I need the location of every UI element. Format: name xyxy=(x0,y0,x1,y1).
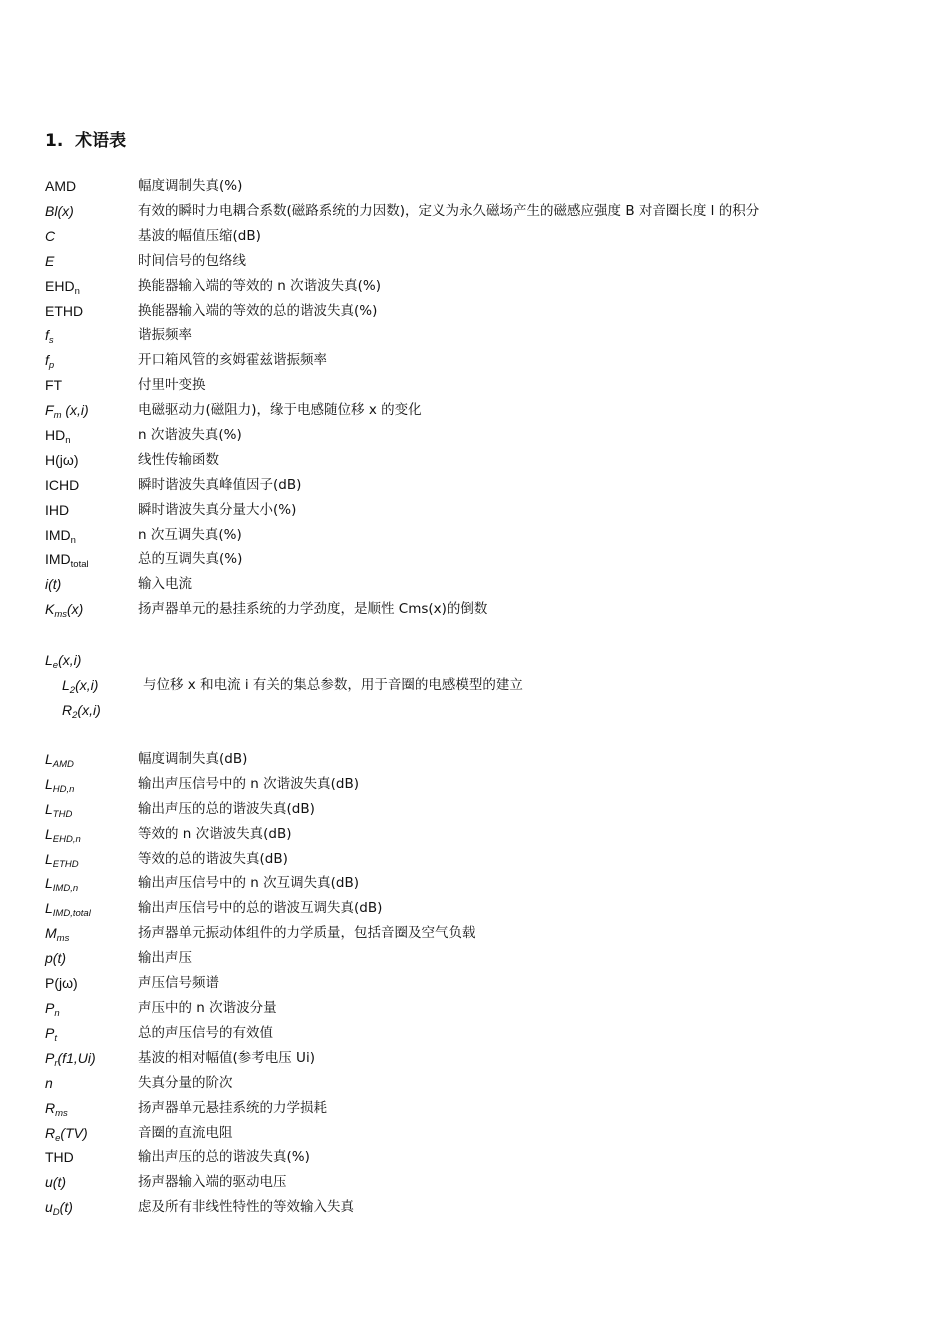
glossary-row xyxy=(45,848,925,870)
term-subscript: ETHD xyxy=(52,859,79,870)
glossary-row xyxy=(45,250,925,272)
term-symbol: H(jω) xyxy=(45,452,79,468)
term-subscript: D xyxy=(52,1207,60,1218)
glossary-row xyxy=(45,225,925,247)
glossary-row xyxy=(45,972,925,994)
glossary-row xyxy=(45,947,925,969)
glossary-row xyxy=(45,699,925,721)
glossary-definition: 付里叶变换 xyxy=(138,377,206,393)
glossary-term xyxy=(45,748,74,770)
term-symbol: E xyxy=(45,253,55,269)
term-symbol: L xyxy=(62,677,70,693)
term-arguments: (x,i) xyxy=(77,702,101,718)
term-symbol: i(t) xyxy=(45,576,62,592)
glossary-definition: 输出声压 xyxy=(138,950,192,966)
glossary-term xyxy=(45,1122,88,1144)
term-symbol: L xyxy=(45,826,53,842)
term-subscript: IMD,total xyxy=(52,908,91,919)
glossary-definition: 等效的 n 次谐波失真(dB) xyxy=(138,826,292,842)
term-arguments: (x,i) xyxy=(61,402,89,418)
term-symbol: L xyxy=(45,875,53,891)
glossary-definition: 开口箱风管的亥姆霍兹谐振频率 xyxy=(138,352,327,368)
glossary-definition: 换能器输入端的等效的 n 次谐波失真(%) xyxy=(138,278,381,294)
term-symbol: L xyxy=(45,751,53,767)
glossary-definition: 总的声压信号的有效值 xyxy=(138,1025,273,1041)
term-subscript: e xyxy=(52,660,59,671)
glossary-row xyxy=(45,1097,925,1119)
glossary-row xyxy=(45,773,925,795)
glossary-term xyxy=(45,1171,66,1193)
glossary-term xyxy=(45,324,54,346)
glossary-definition: 线性传输函数 xyxy=(138,452,219,468)
term-symbol: M xyxy=(45,925,57,941)
term-symbol: p(t) xyxy=(45,950,66,966)
glossary-row xyxy=(45,399,925,421)
term-symbol: R xyxy=(45,1125,56,1141)
glossary-row xyxy=(45,324,925,346)
glossary-row xyxy=(45,499,925,521)
glossary-term xyxy=(45,1146,74,1168)
term-symbol: L xyxy=(45,801,53,817)
glossary-term xyxy=(45,524,76,546)
glossary-term xyxy=(45,897,91,919)
term-arguments: (t) xyxy=(59,1199,73,1215)
glossary-definition: 输出声压信号中的 n 次谐波失真(dB) xyxy=(138,776,360,792)
term-subscript: t xyxy=(54,1033,57,1044)
term-subscript: s xyxy=(48,335,54,346)
glossary-row xyxy=(45,598,925,620)
glossary-definition: 虑及所有非线性特性的等效输入失真 xyxy=(138,1199,354,1215)
term-symbol: C xyxy=(45,228,56,244)
glossary-definition: 换能器输入端的等效的总的谐波失真(%) xyxy=(138,303,378,319)
glossary-term xyxy=(45,997,60,1019)
term-symbol: ETHD xyxy=(45,303,84,319)
glossary-row xyxy=(45,649,925,671)
glossary-definition: 音圈的直流电阻 xyxy=(138,1125,233,1141)
term-subscript: AMD xyxy=(52,759,74,770)
glossary-row xyxy=(45,1196,925,1218)
term-subscript: total xyxy=(70,559,89,570)
glossary-definition: 瞬时谐波失真峰值因子(dB) xyxy=(138,477,302,493)
term-symbol: AMD xyxy=(45,178,77,194)
glossary-row xyxy=(45,1047,925,1069)
term-symbol: IMD xyxy=(45,527,71,543)
glossary-term xyxy=(45,972,78,994)
glossary-definition: 输出声压信号中的 n 次互调失真(dB) xyxy=(138,875,360,891)
glossary-definition: 与位移 x 和电流 i 有关的集总参数，用于音圈的电感模型的建立 xyxy=(143,677,523,693)
term-arguments: (x) xyxy=(67,601,84,617)
glossary-definition: 谐振频率 xyxy=(138,327,192,343)
glossary-term xyxy=(45,474,79,496)
glossary-term xyxy=(45,1196,73,1218)
term-subscript: ms xyxy=(56,933,70,944)
glossary-term xyxy=(45,225,55,247)
glossary-row xyxy=(45,275,925,297)
term-subscript: ms xyxy=(55,1108,68,1119)
term-symbol: P xyxy=(45,1025,55,1041)
glossary-definition: 输出声压的总的谐波失真(dB) xyxy=(138,801,315,817)
glossary-definition: 基波的幅值压缩(dB) xyxy=(138,228,261,244)
term-symbol: u(t) xyxy=(45,1174,66,1190)
term-symbol: L xyxy=(45,652,53,668)
section-title: 术语表 xyxy=(75,131,127,151)
glossary-definition: 扬声器单元的悬挂系统的力学劲度，是顺性 Cms(x)的倒数 xyxy=(138,601,488,617)
glossary-term xyxy=(45,349,54,371)
term-symbol: EHD xyxy=(45,278,75,294)
term-symbol: R xyxy=(45,1100,56,1116)
term-subscript: IMD,n xyxy=(52,883,79,894)
term-symbol: L xyxy=(45,776,53,792)
glossary-definition: 时间信号的包络线 xyxy=(138,253,246,269)
term-symbol: f xyxy=(45,327,49,343)
glossary-row xyxy=(45,200,925,222)
glossary-row xyxy=(45,823,925,845)
term-symbol: K xyxy=(45,601,55,617)
glossary-row xyxy=(45,1072,925,1094)
term-arguments: (TV) xyxy=(60,1125,88,1141)
glossary-row xyxy=(45,798,925,820)
glossary-term xyxy=(45,200,74,222)
glossary-definition: n 次谐波失真(%) xyxy=(138,427,242,443)
glossary-term xyxy=(45,424,71,446)
term-symbol: n xyxy=(45,1075,53,1091)
term-symbol: THD xyxy=(45,1149,74,1165)
glossary-row xyxy=(45,573,925,595)
glossary-definition: 失真分量的阶次 xyxy=(138,1075,233,1091)
term-arguments: (x,i) xyxy=(75,677,99,693)
term-symbol: P(jω) xyxy=(45,975,78,991)
glossary-row xyxy=(45,1146,925,1168)
glossary-row xyxy=(45,424,925,446)
glossary-term xyxy=(45,947,66,969)
glossary-row xyxy=(45,175,925,197)
glossary-definition: 扬声器单元振动体组件的力学质量，包括音圈及空气负载 xyxy=(138,925,476,941)
glossary-term xyxy=(45,1022,57,1044)
term-symbol: F xyxy=(45,402,54,418)
glossary-term xyxy=(45,872,78,894)
glossary-term xyxy=(45,548,89,570)
glossary-definition: 扬声器输入端的驱动电压 xyxy=(138,1174,287,1190)
glossary-definition: 基波的相对幅值(参考电压 Ui) xyxy=(138,1050,315,1066)
term-symbol: Bl(x) xyxy=(45,203,74,219)
glossary-row xyxy=(45,548,925,570)
glossary-term xyxy=(45,773,74,795)
glossary-definition: 输出声压的总的谐波失真(%) xyxy=(138,1149,310,1165)
term-subscript: n xyxy=(74,286,80,297)
term-symbol: f xyxy=(45,352,49,368)
glossary-term xyxy=(45,922,69,944)
glossary-term xyxy=(45,250,54,272)
term-subscript: THD xyxy=(52,809,73,820)
term-symbol: IMD xyxy=(45,551,71,567)
section-number: 1. xyxy=(45,131,64,151)
term-subscript: e xyxy=(55,1133,61,1144)
glossary-term xyxy=(45,649,81,671)
term-symbol: FT xyxy=(45,377,63,393)
glossary-row xyxy=(45,374,925,396)
term-subscript: r xyxy=(54,1058,58,1069)
term-subscript: HD,n xyxy=(52,784,75,795)
term-subscript: m xyxy=(53,410,62,421)
glossary-term xyxy=(45,798,72,820)
glossary-term xyxy=(45,499,69,521)
glossary-term xyxy=(45,848,79,870)
glossary-row xyxy=(45,922,925,944)
term-subscript: 2 xyxy=(72,710,78,721)
term-symbol: P xyxy=(45,1000,55,1016)
glossary-term xyxy=(45,1047,96,1069)
glossary-definition: 输出声压信号中的总的谐波互调失真(dB) xyxy=(138,900,383,916)
glossary-definition: 总的互调失真(%) xyxy=(138,551,243,567)
term-symbol: L xyxy=(45,900,53,916)
term-subscript: n xyxy=(65,435,71,446)
glossary-row xyxy=(45,1122,925,1144)
term-subscript: n xyxy=(54,1008,60,1019)
glossary-definition: 输入电流 xyxy=(138,576,192,592)
glossary-definition: 声压中的 n 次谐波分量 xyxy=(138,1000,277,1016)
glossary-term xyxy=(45,300,83,322)
term-symbol: P xyxy=(45,1050,55,1066)
glossary-term xyxy=(45,449,78,471)
glossary-term xyxy=(45,573,61,595)
glossary-term xyxy=(62,699,101,721)
term-arguments: (f1,Ui) xyxy=(57,1050,96,1066)
glossary-row xyxy=(45,748,925,770)
term-symbol: R xyxy=(62,702,73,718)
glossary-term xyxy=(45,175,76,197)
glossary-term xyxy=(62,674,98,696)
glossary-row xyxy=(45,449,925,471)
glossary-term xyxy=(45,823,81,845)
glossary-definition: 幅度调制失真(dB) xyxy=(138,751,248,767)
glossary-definition: 声压信号频谱 xyxy=(138,975,219,991)
glossary-definition: 等效的总的谐波失真(dB) xyxy=(138,851,288,867)
glossary-term xyxy=(45,374,62,396)
glossary-row xyxy=(45,897,925,919)
term-symbol: HD xyxy=(45,427,66,443)
term-arguments: (x,i) xyxy=(58,652,82,668)
glossary-term xyxy=(45,275,80,297)
glossary-row xyxy=(45,349,925,371)
term-symbol: u xyxy=(45,1199,53,1215)
term-subscript: EHD,n xyxy=(52,834,81,845)
term-subscript: ms xyxy=(54,609,68,620)
glossary-row xyxy=(45,300,925,322)
term-subscript: 2 xyxy=(69,685,76,696)
glossary-row xyxy=(45,674,925,696)
term-subscript: p xyxy=(48,360,55,371)
glossary-definition: 瞬时谐波失真分量大小(%) xyxy=(138,502,297,518)
term-symbol: ICHD xyxy=(45,477,80,493)
glossary-term xyxy=(45,399,89,421)
glossary-row xyxy=(45,524,925,546)
glossary-definition: n 次互调失真(%) xyxy=(138,527,242,543)
term-symbol: IHD xyxy=(45,502,70,518)
glossary-term xyxy=(45,1072,53,1094)
glossary-row xyxy=(45,1022,925,1044)
glossary-row xyxy=(45,997,925,1019)
glossary-row xyxy=(45,872,925,894)
glossary-definition: 扬声器单元悬挂系统的力学损耗 xyxy=(138,1100,327,1116)
glossary-definition: 有效的瞬时力电耦合系数(磁路系统的力因数)，定义为永久磁场产生的磁感应强度 B 对音圈长度 l 的积分 xyxy=(138,203,760,219)
term-subscript: n xyxy=(70,535,76,546)
glossary-row xyxy=(45,474,925,496)
term-symbol: L xyxy=(45,851,53,867)
section-heading xyxy=(45,126,126,151)
glossary-term xyxy=(45,1097,68,1119)
glossary-term xyxy=(45,598,83,620)
glossary-definition: 电磁驱动力(磁阻力)，缘于电感随位移 x 的变化 xyxy=(138,402,422,418)
glossary-row xyxy=(45,1171,925,1193)
glossary-definition: 幅度调制失真(%) xyxy=(138,178,243,194)
